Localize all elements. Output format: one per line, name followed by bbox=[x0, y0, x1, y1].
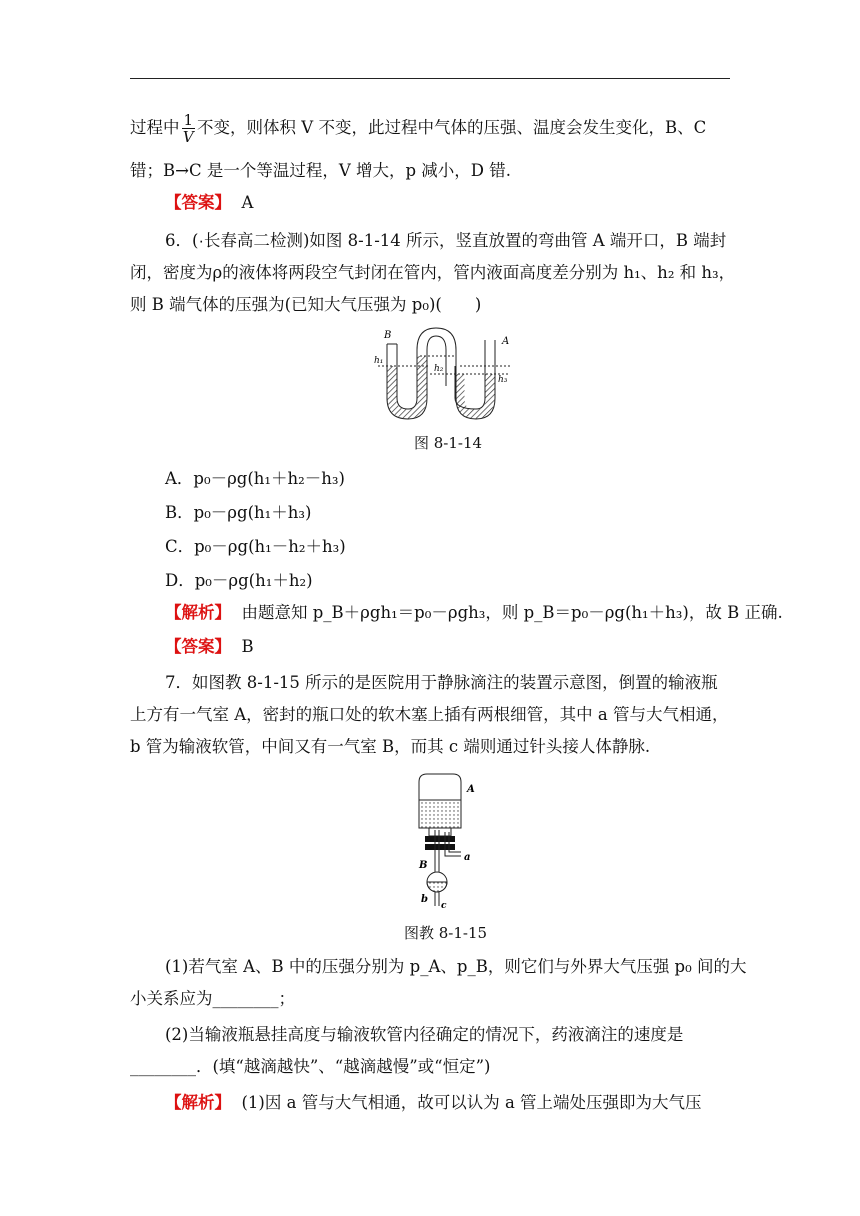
option-d: D．p₀－ρg(h₁＋h₂) bbox=[165, 571, 313, 590]
header-rule bbox=[130, 78, 730, 79]
subquestion-line: (1)若气室 A、B 中的压强分别为 p_A、p_B，则它们与外界大气压强 p₀ 间的大 bbox=[165, 957, 747, 976]
figure-caption: 图教 8-1-15 bbox=[404, 924, 488, 942]
analysis-tag: 【解析】 bbox=[165, 1093, 231, 1112]
label-b: b bbox=[421, 894, 428, 905]
answer-tag: 【答案】 bbox=[165, 637, 231, 656]
label-A: A bbox=[467, 784, 475, 795]
subquestion-line: 小关系应为________； bbox=[130, 989, 295, 1008]
figure-caption: 图 8-1-14 bbox=[414, 434, 483, 452]
subquestion-line: ________．(填“越滴越快”、“越滴越慢”或“恒定”) bbox=[130, 1057, 491, 1076]
answer-line: 【答案】 B bbox=[165, 637, 254, 656]
label-A: A bbox=[502, 336, 510, 347]
text-line: 错；B→C 是一个等温过程，V 增大，p 减小，D 错. bbox=[130, 161, 512, 180]
label-c: c bbox=[441, 901, 447, 910]
option-c: C．p₀－ρg(h₁－h₂＋h₃) bbox=[165, 537, 346, 556]
iv-drip-diagram bbox=[405, 770, 495, 910]
analysis-line: 【解析】 由题意知 p_B＋ρgh₁＝p₀－ρgh₃，则 p_B＝p₀－ρg(h₁＋h₃)，故 B 正确. bbox=[165, 603, 783, 622]
label-B: B bbox=[419, 860, 428, 871]
answer-line: 【答案】 A bbox=[165, 193, 254, 212]
label-h3: h₃ bbox=[498, 375, 508, 385]
label-a: a bbox=[464, 852, 471, 863]
question-7-line: 上方有一气室 A，密封的瓶口处的软木塞上插有两根细管，其中 a 管与大气相通， bbox=[130, 705, 729, 724]
answer-tag: 【答案】 bbox=[165, 193, 231, 212]
label-B: B bbox=[384, 330, 392, 341]
question-6-line: 6．(·长春高二检测)如图 8-1-14 所示，竖直放置的弯曲管 A 端开口，B 端封 bbox=[165, 231, 727, 250]
question-7-line: b 管为输液软管，中间又有一气室 B，而其 c 端则通过针头接人体静脉. bbox=[130, 737, 651, 756]
label-h2: h₂ bbox=[434, 364, 444, 374]
u-tube-diagram bbox=[370, 326, 520, 422]
option-b: B．p₀－ρg(h₁＋h₃) bbox=[165, 503, 312, 522]
analysis-tag: 【解析】 bbox=[165, 603, 231, 622]
label-h1: h₁ bbox=[374, 356, 384, 366]
text-line: 过程中 $\frac{1}{V}$ 不变，则体积 V 不变，此过程中气体的压强、温度会发生变化，B、C bbox=[130, 111, 707, 146]
fraction: $\frac{1}{V}$ bbox=[182, 111, 194, 146]
analysis-line: 【解析】 (1)因 a 管与大气相通，故可以认为 a 管上端处压强即为大气压 bbox=[165, 1093, 702, 1112]
option-a: A．p₀－ρg(h₁＋h₂－h₃) bbox=[165, 469, 345, 488]
question-6-line: 闭，密度为ρ的液体将两段空气封闭在管内，管内液面高度差分别为 h₁、h₂ 和 h₃， bbox=[130, 263, 736, 282]
question-7-line: 7．如图教 8-1-15 所示的是医院用于静脉滴注的装置示意图，倒置的输液瓶 bbox=[165, 673, 718, 692]
subquestion-line: (2)当输液瓶悬挂高度与输液软管内径确定的情况下，药液滴注的速度是 bbox=[165, 1025, 684, 1044]
question-6-line: 则 B 端气体的压强为(已知大气压强为 p₀)( ) bbox=[130, 295, 482, 314]
